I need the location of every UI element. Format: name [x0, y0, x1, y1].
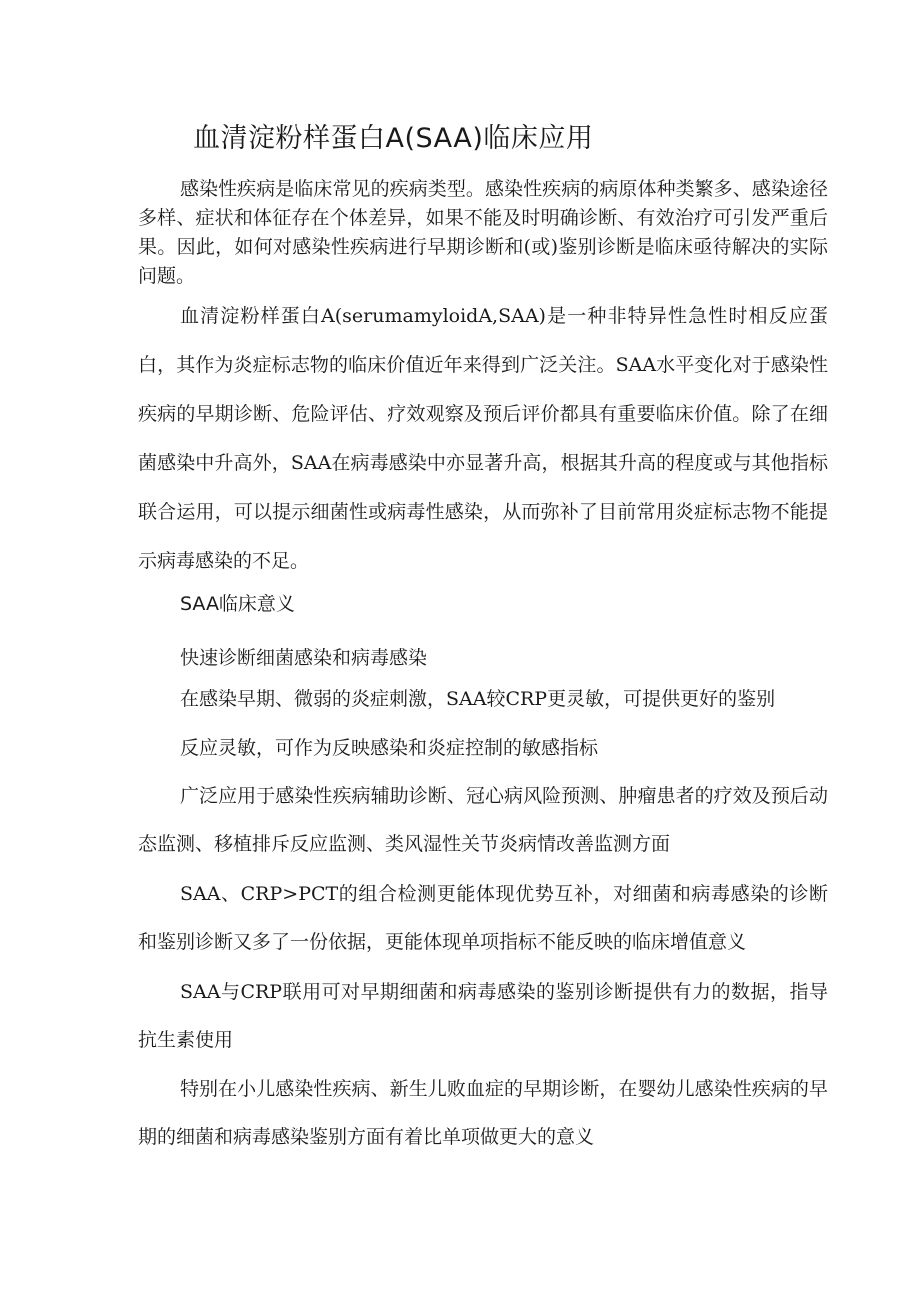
- document-title: 血清淀粉样蛋白A(SAA)临床应用: [193, 123, 594, 154]
- list-item: 在感染早期、微弱的炎症刺激，SAA较CRP更灵敏，可提供更好的鉴别: [180, 688, 776, 710]
- list-item: SAA、CRP>PCT的组合检测更能体现优势互补，对细菌和病毒感染的诊断和鉴别诊断又多了一份依据，更能体现单项指标不能反映的临床增值意义: [138, 883, 828, 953]
- list-item: SAA与CRP联用可对早期细菌和病毒感染的鉴别诊断提供有力的数据，指导抗生素使用: [138, 981, 828, 1051]
- list-item: 广泛应用于感染性疾病辅助诊断、冠心病风险预测、肿瘤患者的疗效及预后动态监测、移植排斥反应监测、类风湿性关节炎病情改善监测方面: [138, 785, 828, 855]
- section-heading: SAA临床意义: [180, 593, 295, 615]
- intro-paragraph: 感染性疾病是临床常见的疾病类型。感染性疾病的病原体种类繁多、感染途径多样、症状和体征存在个体差异，如果不能及时明确诊断、有效治疗可引发严重后果。因此，如何对感染性疾病进行早期诊断和(或)鉴别诊断是临床亟待解决的实际问题。: [138, 178, 828, 287]
- list-item: 特别在小儿感染性疾病、新生儿败血症的早期诊断，在婴幼儿感染性疾病的早期的细菌和病毒感染鉴别方面有着比单项做更大的意义: [138, 1078, 828, 1148]
- list-item: 反应灵敏，可作为反映感染和炎症控制的敏感指标: [180, 737, 599, 759]
- saa-description-paragraph: 血清淀粉样蛋白A(serumamyloidA,SAA)是一种非特异性急性时相反应蛋白，其作为炎症标志物的临床价值近年来得到广泛关注。SAA水平变化对于感染性疾病的早期诊断、危险评估、疗效观察及预后评价都具有重要临床价值。除了在细菌感染中升高外，SAA在病毒感染中亦显著升高，根据其升高的程度或与其他指标联合运用，可以提示细菌性或病毒性感染，从而弥补了目前常用炎症标志物不能提示病毒感染的不足。: [138, 305, 828, 572]
- list-item: 快速诊断细菌感染和病毒感染: [180, 647, 428, 669]
